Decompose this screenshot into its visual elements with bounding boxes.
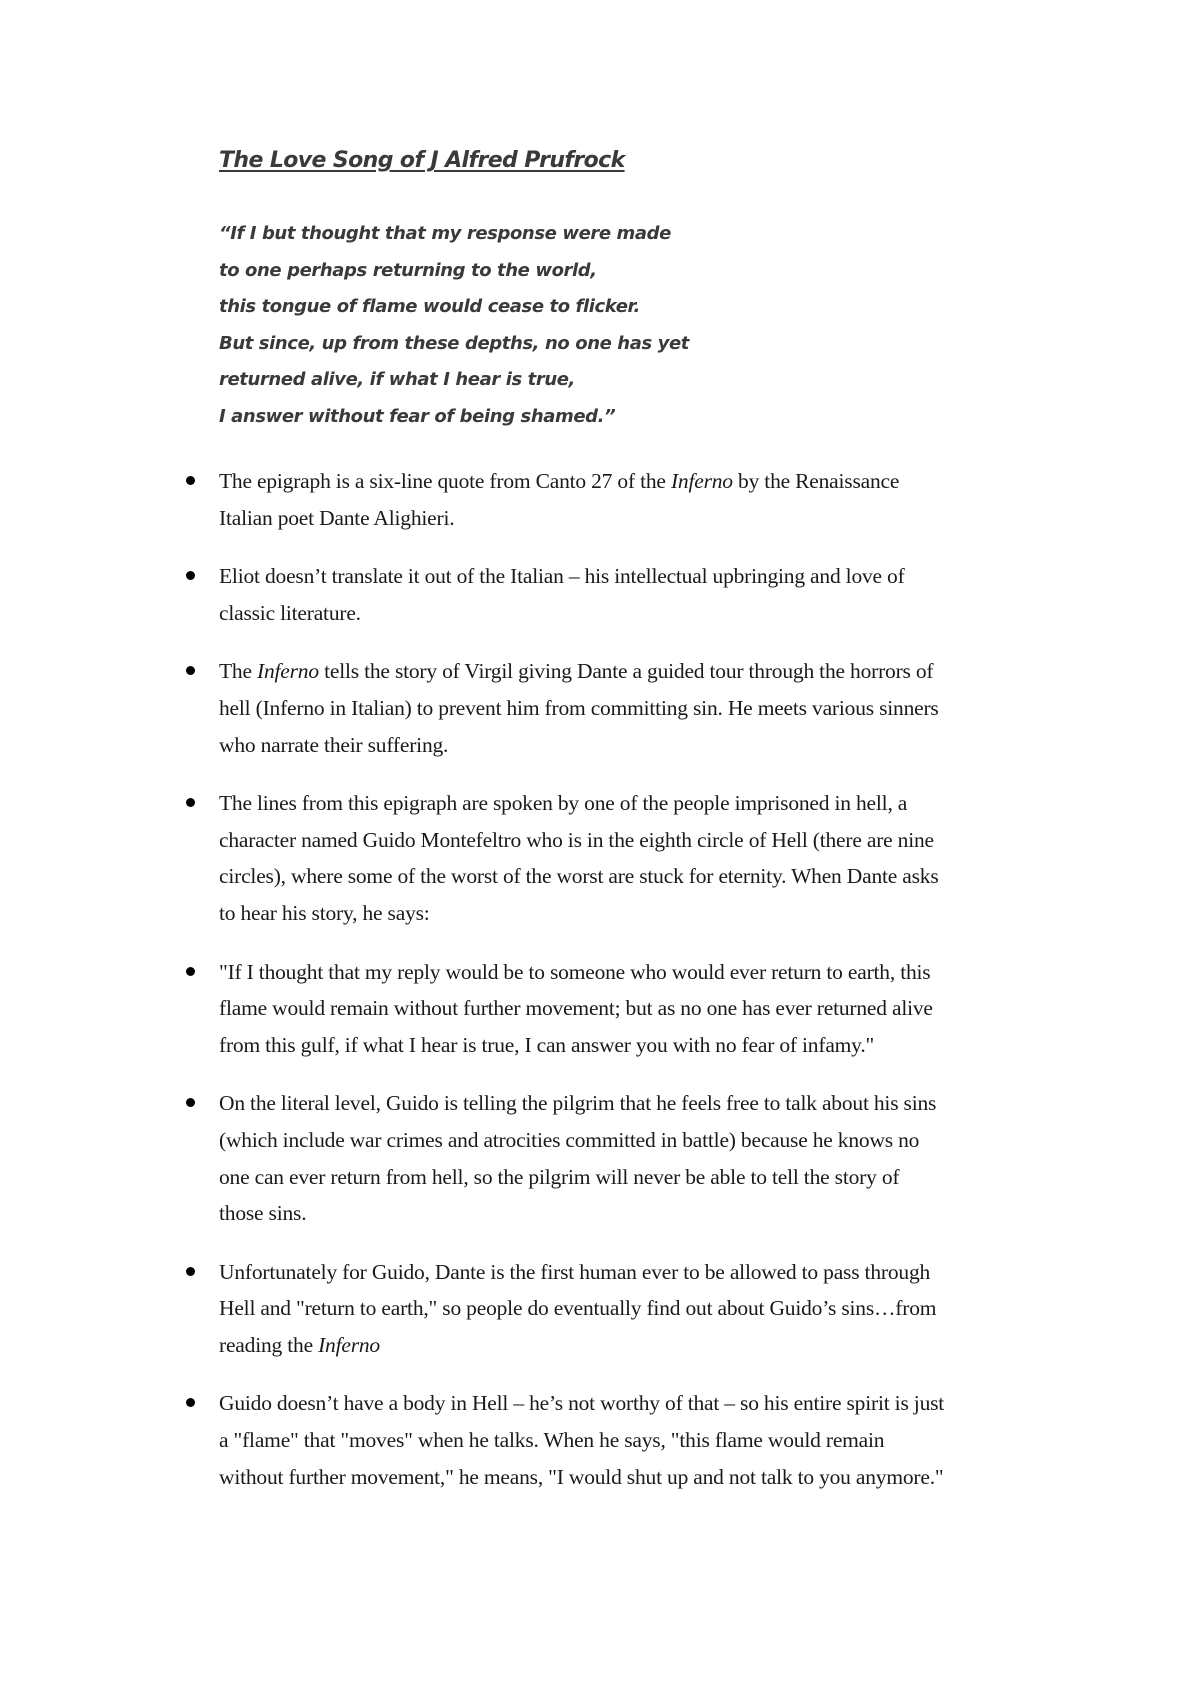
bullet-line [219, 1159, 1069, 1196]
list-item [219, 1385, 1069, 1495]
text-run: one can ever return from hell, so the pilgrim will never be able to tell the story of [219, 1164, 900, 1189]
document-title: The Love Song of J Alfred Prufrock [219, 148, 625, 173]
list-item [219, 653, 1069, 763]
epigraph-line: “If I but thought that my response were made [219, 223, 671, 244]
text-run: flame would remain without further movement; but as no one has ever returned alive [219, 996, 933, 1021]
text-run: On the literal level, Guido is telling the pilgrim that he feels free to talk about his sins [219, 1091, 937, 1116]
bullet-line [219, 822, 1069, 859]
bullet-line [219, 1327, 1069, 1364]
epigraph-line: to one perhaps returning to the world, [219, 259, 597, 281]
bullet-dot-icon [186, 476, 195, 485]
text-run: The epigraph is a six-line quote from Canto 27 of the [219, 469, 671, 493]
epigraph-line: this tongue of flame would cease to flicker. [219, 296, 640, 317]
bullet-line [219, 858, 1069, 895]
text-run: Eliot doesn’t translate it out of the Italian – his intellectual upbringing and love of [219, 564, 905, 589]
text-run: from this gulf, if what I hear is true, I can answer you with no fear of infamy." [219, 1032, 875, 1057]
text-run: "If I thought that my reply would be to someone who would ever return to earth, this [219, 959, 931, 984]
bullet-line [219, 727, 1069, 764]
bullet-line [219, 1422, 1069, 1459]
bullet-dot-icon [186, 798, 195, 807]
bullet-line [219, 1459, 1069, 1496]
bullet-line [219, 785, 1069, 822]
bullet-line [219, 1195, 1069, 1232]
bullet-line [219, 954, 1069, 991]
text-run: The [219, 659, 258, 684]
epigraph-line: I answer without fear of being shamed.” [219, 405, 616, 427]
bullet-line [219, 653, 1069, 690]
epigraph-line: returned alive, if what I hear is true, [219, 369, 575, 390]
bullet-line [219, 463, 1069, 500]
bullet-dot-icon [186, 1267, 195, 1276]
text-run: hell (Inferno in Italian) to prevent him from committing sin. He meets various sinners [219, 695, 939, 720]
bullet-line [219, 1385, 1069, 1422]
bullet-line [219, 895, 1069, 932]
italic-title: Inferno [318, 1332, 380, 1357]
text-run: without further movement," he means, "I would shut up and not talk to you anymore." [219, 1464, 944, 1489]
italic-title: Inferno [257, 659, 319, 684]
bullet-line [219, 1290, 1069, 1327]
bullet-line [219, 1254, 1069, 1291]
text-run: classic literature. [219, 600, 361, 625]
text-run: to hear his story, he says: [219, 900, 430, 925]
text-run: reading the [219, 1332, 319, 1357]
text-run: who narrate their suffering. [219, 732, 449, 757]
epigraph-quote [219, 216, 689, 435]
bullet-dot-icon [186, 666, 195, 675]
text-run: (which include war crimes and atrocities committed in battle) because he knows no [219, 1127, 920, 1152]
bullet-line [219, 558, 1069, 595]
text-run: by the Renaissance [732, 469, 900, 493]
bullet-line [219, 690, 1069, 727]
text-run: circles), where some of the worst of the worst are stuck for eternity. When Dante asks [219, 864, 939, 889]
text-run: those sins. [219, 1201, 307, 1226]
bullet-line [219, 500, 1069, 537]
bullet-line [219, 990, 1069, 1027]
bullet-dot-icon [186, 1398, 195, 1407]
bullet-dot-icon [186, 967, 195, 976]
list-item [219, 463, 1069, 536]
text-run: Unfortunately for Guido, Dante is the first human ever to be allowed to pass through [219, 1259, 931, 1284]
italic-title: Inferno [670, 469, 733, 493]
bullet-line [219, 1122, 1069, 1159]
list-item [219, 954, 1069, 1064]
text-run: Hell and "return to earth," so people do eventually find out about Guido’s sins…from [219, 1296, 937, 1321]
list-item [219, 558, 1069, 631]
text-run: Italian poet Dante Alighieri. [219, 505, 455, 530]
bullet-list [0, 463, 1200, 1517]
text-run: character named Guido Montefeltro who is in the eighth circle of Hell (there are nine [219, 827, 934, 852]
bullet-dot-icon [186, 1098, 195, 1107]
list-item [219, 785, 1069, 931]
list-item [219, 1254, 1069, 1364]
bullet-line [219, 595, 1069, 632]
bullet-dot-icon [186, 571, 195, 580]
bullet-line [219, 1085, 1069, 1122]
list-item [219, 1085, 1069, 1231]
epigraph-line: But since, up from these depths, no one has yet [219, 332, 689, 354]
text-run: The lines from this epigraph are spoken by one of the people imprisoned in hell, a [219, 791, 908, 816]
text-run: Guido doesn’t have a body in Hell – he’s not worthy of that – so his entire spirit is just [219, 1391, 945, 1416]
bullet-line [219, 1027, 1069, 1064]
text-run: a "flame" that "moves" when he talks. When he says, "this flame would remain [219, 1428, 885, 1453]
text-run: tells the story of Virgil giving Dante a guided tour through the horrors of [318, 659, 934, 684]
